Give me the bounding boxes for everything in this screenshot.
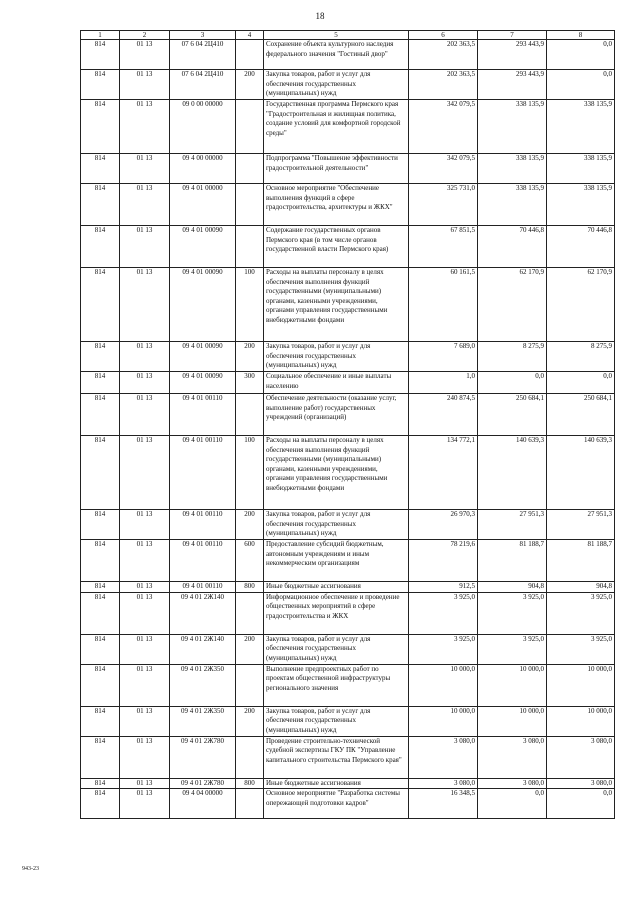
table-body — [81, 40, 615, 819]
table-row — [81, 154, 615, 184]
cell-amount-col7: 10 000,0 — [478, 664, 547, 706]
cell-section: 01 13 — [120, 582, 170, 593]
table-row — [81, 510, 615, 540]
cell-admin-code: 814 — [81, 540, 120, 582]
table-row — [81, 789, 615, 819]
cell-target-article: 09 4 01 2Ж780 — [170, 736, 236, 778]
table-row — [81, 634, 615, 664]
column-header: 3 — [170, 31, 236, 40]
cell-section: 01 13 — [120, 706, 170, 736]
cell-target-article: 09 4 01 00110 — [170, 540, 236, 582]
cell-expense-type: 600 — [236, 540, 264, 582]
cell-expense-type — [236, 664, 264, 706]
cell-section: 01 13 — [120, 154, 170, 184]
cell-description: Предоставление субсидий бюджетным, автономным учреждениям и иным некоммерческим организациям — [264, 540, 409, 582]
page-number: 18 — [315, 11, 325, 21]
cell-target-article: 09 4 01 00000 — [170, 184, 236, 226]
cell-target-article: 09 4 00 00000 — [170, 154, 236, 184]
cell-description: Закупка товаров, работ и услуг для обеспечения государственных (муниципальных) нужд — [264, 70, 409, 100]
cell-description: Закупка товаров, работ и услуг для обеспечения государственных (муниципальных) нужд — [264, 342, 409, 372]
cell-amount-col8: 10 000,0 — [547, 706, 615, 736]
cell-amount-col6: 342 079,5 — [409, 154, 478, 184]
cell-admin-code: 814 — [81, 372, 120, 394]
cell-section: 01 13 — [120, 592, 170, 634]
cell-expense-type — [236, 592, 264, 634]
cell-expense-type: 200 — [236, 510, 264, 540]
cell-amount-col8: 8 275,9 — [547, 342, 615, 372]
cell-target-article: 07 6 04 2Ц410 — [170, 70, 236, 100]
cell-admin-code: 814 — [81, 789, 120, 819]
cell-target-article: 07 6 04 2Ц410 — [170, 40, 236, 70]
cell-amount-col8: 70 446,8 — [547, 226, 615, 268]
cell-description: Основное мероприятие "Обеспечение выполнения функций в сфере градостроительства, архитектуры и ЖКХ" — [264, 184, 409, 226]
cell-expense-type — [236, 394, 264, 436]
cell-target-article: 09 4 01 00110 — [170, 394, 236, 436]
cell-admin-code: 814 — [81, 394, 120, 436]
table-row — [81, 372, 615, 394]
cell-expense-type — [236, 40, 264, 70]
cell-amount-col6: 10 000,0 — [409, 706, 478, 736]
column-header: 8 — [547, 31, 615, 40]
cell-amount-col8: 250 684,1 — [547, 394, 615, 436]
table-row — [81, 436, 615, 510]
table-row — [81, 40, 615, 70]
cell-description: Расходы на выплаты персоналу в целях обеспечения выполнения функций государственными (муниципальными) органами, казенными учреждениями, органами управления государственными внебюджетными фондами — [264, 268, 409, 342]
cell-amount-col7: 904,8 — [478, 582, 547, 593]
table-row — [81, 268, 615, 342]
cell-section: 01 13 — [120, 394, 170, 436]
cell-amount-col7: 81 188,7 — [478, 540, 547, 582]
column-header: 2 — [120, 31, 170, 40]
cell-target-article: 09 4 04 00000 — [170, 789, 236, 819]
cell-description: Иные бюджетные ассигнования — [264, 582, 409, 593]
cell-admin-code: 814 — [81, 736, 120, 778]
cell-admin-code: 814 — [81, 184, 120, 226]
cell-description: Социальное обеспечение и иные выплаты населению — [264, 372, 409, 394]
cell-amount-col7: 293 443,9 — [478, 70, 547, 100]
cell-amount-col8: 3 925,0 — [547, 592, 615, 634]
column-header: 5 — [264, 31, 409, 40]
cell-description: Проведение строительно-технической судебной экспертизы ГКУ ПК "Управление капитального строительства Пермского края" — [264, 736, 409, 778]
cell-amount-col6: 7 689,0 — [409, 342, 478, 372]
cell-amount-col6: 3 925,0 — [409, 634, 478, 664]
table-row — [81, 582, 615, 593]
cell-amount-col8: 10 000,0 — [547, 664, 615, 706]
cell-amount-col7: 27 951,3 — [478, 510, 547, 540]
cell-target-article: 09 4 01 2Ж780 — [170, 778, 236, 789]
cell-amount-col8: 140 639,3 — [547, 436, 615, 510]
cell-amount-col6: 134 772,1 — [409, 436, 478, 510]
cell-section: 01 13 — [120, 70, 170, 100]
cell-admin-code: 814 — [81, 40, 120, 70]
cell-expense-type: 100 — [236, 436, 264, 510]
cell-amount-col6: 912,5 — [409, 582, 478, 593]
cell-section: 01 13 — [120, 226, 170, 268]
cell-amount-col6: 325 731,0 — [409, 184, 478, 226]
cell-description: Подпрограмма "Повышение эффективности градостроительной деятельности" — [264, 154, 409, 184]
cell-section: 01 13 — [120, 372, 170, 394]
cell-expense-type: 100 — [236, 268, 264, 342]
table-row — [81, 184, 615, 226]
table-row — [81, 706, 615, 736]
cell-description: Сохранение объекта культурного наследия федерального значения "Гостиный двор" — [264, 40, 409, 70]
budget-table — [80, 30, 615, 819]
table-row — [81, 778, 615, 789]
cell-admin-code: 814 — [81, 342, 120, 372]
cell-amount-col6: 3 080,0 — [409, 736, 478, 778]
cell-amount-col8: 0,0 — [547, 40, 615, 70]
cell-expense-type — [236, 100, 264, 154]
cell-amount-col6: 26 970,3 — [409, 510, 478, 540]
cell-admin-code: 814 — [81, 592, 120, 634]
cell-description: Закупка товаров, работ и услуг для обеспечения государственных (муниципальных) нужд — [264, 634, 409, 664]
cell-expense-type — [236, 226, 264, 268]
table-row — [81, 592, 615, 634]
cell-target-article: 09 4 01 00090 — [170, 372, 236, 394]
cell-section: 01 13 — [120, 268, 170, 342]
cell-expense-type: 200 — [236, 634, 264, 664]
cell-amount-col6: 10 000,0 — [409, 664, 478, 706]
cell-admin-code: 814 — [81, 436, 120, 510]
column-header: 7 — [478, 31, 547, 40]
cell-admin-code: 814 — [81, 634, 120, 664]
column-header: 4 — [236, 31, 264, 40]
cell-amount-col8: 3 080,0 — [547, 778, 615, 789]
cell-section: 01 13 — [120, 342, 170, 372]
cell-amount-col8: 27 951,3 — [547, 510, 615, 540]
cell-amount-col7: 293 443,9 — [478, 40, 547, 70]
cell-amount-col7: 338 135,9 — [478, 184, 547, 226]
cell-section: 01 13 — [120, 736, 170, 778]
cell-amount-col6: 3 080,0 — [409, 778, 478, 789]
table-row — [81, 736, 615, 778]
cell-admin-code: 814 — [81, 70, 120, 100]
cell-amount-col8: 81 188,7 — [547, 540, 615, 582]
cell-admin-code: 814 — [81, 706, 120, 736]
cell-amount-col6: 202 363,5 — [409, 70, 478, 100]
cell-amount-col6: 78 219,6 — [409, 540, 478, 582]
cell-description: Закупка товаров, работ и услуг для обеспечения государственных (муниципальных) нужд — [264, 510, 409, 540]
cell-section: 01 13 — [120, 510, 170, 540]
cell-expense-type: 300 — [236, 372, 264, 394]
table-row — [81, 70, 615, 100]
cell-admin-code: 814 — [81, 268, 120, 342]
cell-amount-col8: 0,0 — [547, 70, 615, 100]
cell-description: Государственная программа Пермского края "Градостроительная и жилищная политика, создание условий для комфортной городской среды" — [264, 100, 409, 154]
cell-expense-type — [236, 736, 264, 778]
cell-description: Иные бюджетные ассигнования — [264, 778, 409, 789]
table-row — [81, 540, 615, 582]
cell-amount-col8: 3 080,0 — [547, 736, 615, 778]
cell-target-article: 09 4 01 00110 — [170, 436, 236, 510]
cell-section: 01 13 — [120, 664, 170, 706]
cell-description: Расходы на выплаты персоналу в целях обеспечения выполнения функций государственными (муниципальными) органами, казенными учреждениями, органами управления государственными внебюджетными фондами — [264, 436, 409, 510]
column-header: 6 — [409, 31, 478, 40]
cell-amount-col6: 67 851,5 — [409, 226, 478, 268]
cell-section: 01 13 — [120, 778, 170, 789]
cell-admin-code: 814 — [81, 226, 120, 268]
cell-target-article: 09 4 01 2Ж350 — [170, 706, 236, 736]
document-code: 943-23 — [22, 866, 39, 872]
cell-expense-type: 200 — [236, 342, 264, 372]
cell-amount-col6: 16 348,5 — [409, 789, 478, 819]
cell-amount-col6: 3 925,0 — [409, 592, 478, 634]
cell-amount-col8: 338 135,9 — [547, 184, 615, 226]
cell-target-article: 09 0 00 00000 — [170, 100, 236, 154]
cell-amount-col8: 904,8 — [547, 582, 615, 593]
cell-description: Закупка товаров, работ и услуг для обеспечения государственных (муниципальных) нужд — [264, 706, 409, 736]
cell-amount-col7: 0,0 — [478, 372, 547, 394]
cell-section: 01 13 — [120, 436, 170, 510]
cell-amount-col7: 3 080,0 — [478, 778, 547, 789]
cell-admin-code: 814 — [81, 582, 120, 593]
cell-admin-code: 814 — [81, 510, 120, 540]
cell-amount-col6: 60 161,5 — [409, 268, 478, 342]
cell-target-article: 09 4 01 2Ж350 — [170, 664, 236, 706]
cell-amount-col7: 0,0 — [478, 789, 547, 819]
cell-section: 01 13 — [120, 634, 170, 664]
cell-amount-col6: 1,0 — [409, 372, 478, 394]
cell-expense-type — [236, 789, 264, 819]
cell-target-article: 09 4 01 00090 — [170, 226, 236, 268]
cell-description: Выполнение предпроектных работ по проектам общественной инфраструктуры регионального значения — [264, 664, 409, 706]
cell-expense-type: 200 — [236, 706, 264, 736]
cell-section: 01 13 — [120, 540, 170, 582]
table-row — [81, 394, 615, 436]
cell-admin-code: 814 — [81, 664, 120, 706]
table-row — [81, 226, 615, 268]
cell-description: Информационное обеспечение и проведение общественных мероприятий в сфере градостроительства и ЖКХ — [264, 592, 409, 634]
cell-target-article: 09 4 01 00090 — [170, 268, 236, 342]
cell-target-article: 09 4 01 2Ж140 — [170, 634, 236, 664]
cell-amount-col6: 202 363,5 — [409, 40, 478, 70]
cell-section: 01 13 — [120, 40, 170, 70]
cell-amount-col8: 338 135,9 — [547, 154, 615, 184]
cell-target-article: 09 4 01 00110 — [170, 582, 236, 593]
cell-amount-col7: 8 275,9 — [478, 342, 547, 372]
cell-amount-col7: 338 135,9 — [478, 100, 547, 154]
table-row — [81, 342, 615, 372]
cell-amount-col7: 3 080,0 — [478, 736, 547, 778]
cell-amount-col8: 0,0 — [547, 789, 615, 819]
header-row — [81, 31, 615, 40]
cell-section: 01 13 — [120, 100, 170, 154]
cell-amount-col8: 62 170,9 — [547, 268, 615, 342]
cell-expense-type: 800 — [236, 582, 264, 593]
table-row — [81, 664, 615, 706]
cell-amount-col8: 3 925,0 — [547, 634, 615, 664]
cell-section: 01 13 — [120, 789, 170, 819]
cell-description: Обеспечение деятельности (оказание услуг, выполнение работ) государственных учреждений (организаций) — [264, 394, 409, 436]
cell-amount-col7: 250 684,1 — [478, 394, 547, 436]
cell-amount-col8: 338 135,9 — [547, 100, 615, 154]
cell-expense-type: 200 — [236, 70, 264, 100]
cell-amount-col7: 3 925,0 — [478, 634, 547, 664]
column-header: 1 — [81, 31, 120, 40]
cell-description: Содержание государственных органов Пермского края (в том числе органов государственной власти Пермского края) — [264, 226, 409, 268]
cell-expense-type — [236, 154, 264, 184]
cell-expense-type: 800 — [236, 778, 264, 789]
cell-amount-col7: 70 446,8 — [478, 226, 547, 268]
cell-admin-code: 814 — [81, 154, 120, 184]
cell-amount-col7: 338 135,9 — [478, 154, 547, 184]
cell-target-article: 09 4 01 00090 — [170, 342, 236, 372]
cell-amount-col7: 62 170,9 — [478, 268, 547, 342]
table-row — [81, 100, 615, 154]
cell-admin-code: 814 — [81, 100, 120, 154]
cell-amount-col8: 0,0 — [547, 372, 615, 394]
cell-target-article: 09 4 01 00110 — [170, 510, 236, 540]
cell-admin-code: 814 — [81, 778, 120, 789]
cell-target-article: 09 4 01 2Ж140 — [170, 592, 236, 634]
cell-amount-col7: 3 925,0 — [478, 592, 547, 634]
cell-amount-col7: 140 639,3 — [478, 436, 547, 510]
cell-amount-col7: 10 000,0 — [478, 706, 547, 736]
cell-amount-col6: 240 874,5 — [409, 394, 478, 436]
cell-description: Основное мероприятие "Разработка системы опережающей подготовки кадров" — [264, 789, 409, 819]
cell-expense-type — [236, 184, 264, 226]
cell-section: 01 13 — [120, 184, 170, 226]
cell-amount-col6: 342 079,5 — [409, 100, 478, 154]
